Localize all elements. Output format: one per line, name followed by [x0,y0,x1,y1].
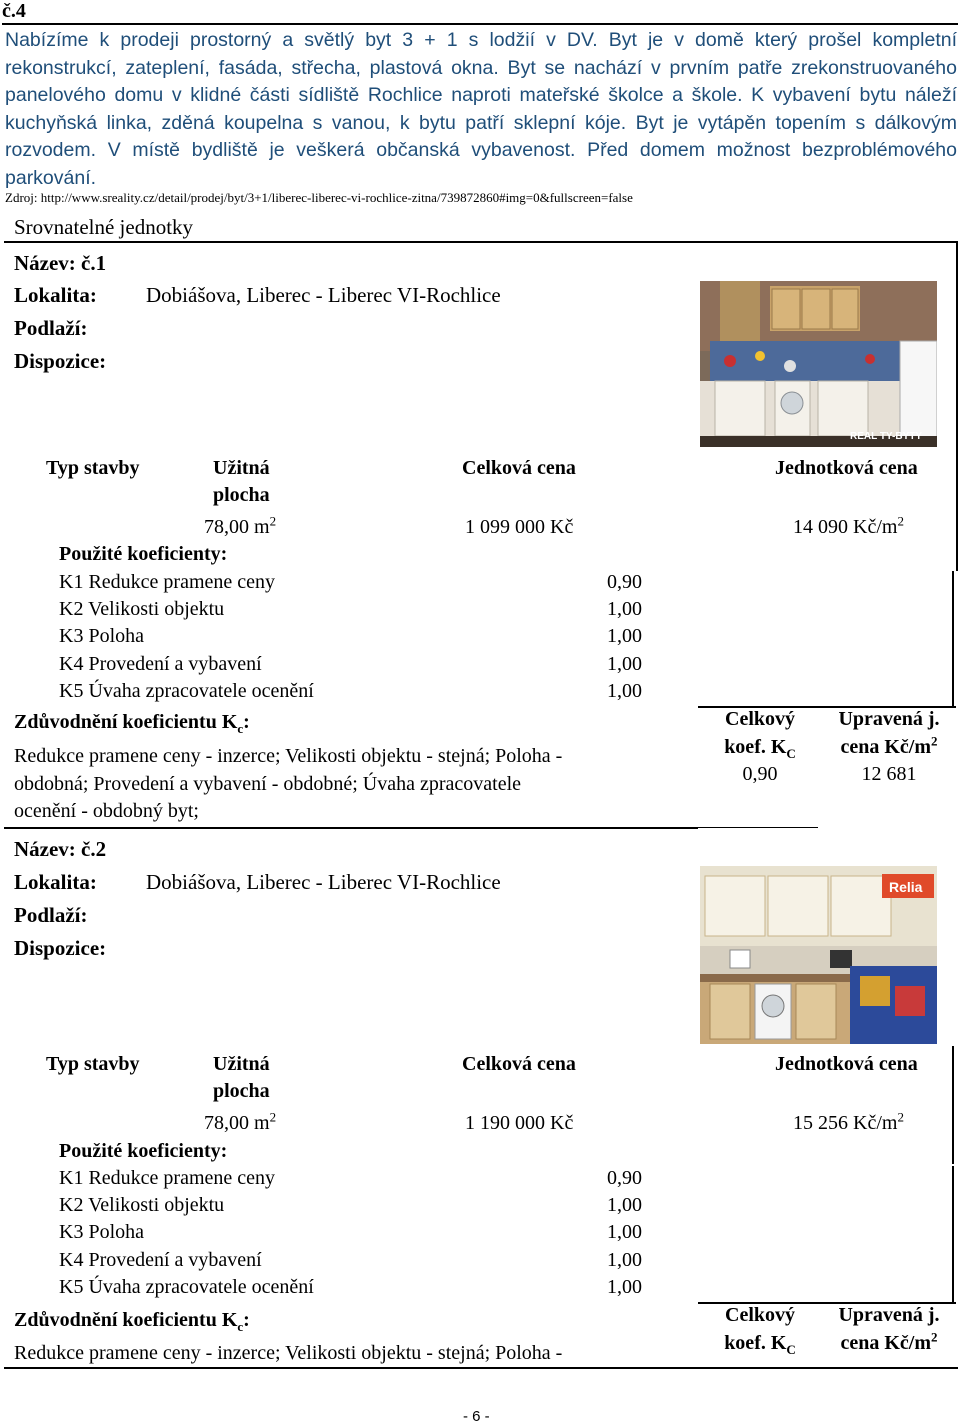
unit1-photo [700,281,937,447]
unit1-total-koef-label-1: Celkový [725,708,795,730]
unit1-bottom-border [4,827,698,829]
unit1-k5-value: 1,00 [607,680,642,702]
unit2-right-border [952,1046,954,1164]
unit2-right-border-2 [952,1166,954,1304]
unit2-justification-line-1: Redukce pramene ceny - inzerce; Velikosti objektu - stejná; Poloha - [14,1342,563,1364]
unit1-layout-label: Dispozice: [14,349,107,373]
unit1-right-border [956,241,958,571]
unit1-total-koef-value: 0,90 [742,763,778,785]
unit2-coefficients-label: Použité koeficienty: [59,1140,228,1162]
unit1-k2-name: K2 Velikosti objektu [59,598,225,620]
unit2-adjusted-label-2: cena $Kč/m^2$ [840,1329,938,1354]
unit2-k1-value: 0,90 [607,1167,642,1189]
description: Nabízíme k prodeji prostorný a světlý byt 3 + 1 s lodžií v DV. Byt je v domě který prošel kompletní rekonstrukcí, zateplení, fasáda, střecha, plastová okna. Byt se nachází v prvním patře zrekonstruovaného panelového domu v klidné části sídliště Rochlice naproti mateřské školce a škole. K vybavení bytu náleží kuchyňská linka, zděná koupelna s vanou, k bytu patří sklepní kóje. Byt je vytápěn topením s dálkovým rozvodem. V místě bydliště je veškerá občanská vybavenost. Před domem možnost bezproblémového parkování. [5,29,957,189]
unit1-justification-line-1: Redukce pramene ceny - inzerce; Velikosti objektu - stejná; Poloha - [14,745,563,767]
unit2-unit-price-value: 15 256 $Kč/m^2$ [793,1109,904,1134]
unit1-k3-name: K3 Poloha [59,625,144,647]
unit1-locality-value: Dobiášova, Liberec - Liberec VI-Rochlice [146,283,501,307]
comparables-heading: Srovnatelné jednotky [14,215,194,239]
unit2-k3-name: K3 Poloha [59,1221,144,1243]
unit2-k5-value: 1,00 [607,1276,642,1298]
unit1-k4-name: K4 Provedení a vybavení [59,653,262,675]
unit1-k3-value: 1,00 [607,625,642,647]
unit1-justification-label: Zdůvodnění koeficientu $K_c$: [14,711,250,736]
unit2-adjusted-label-1: Upravená j. [838,1304,940,1326]
unit2-locality-value: Dobiášova, Liberec - Liberec VI-Rochlice [146,870,501,894]
unit1-area-value: 78,00 $m^2$ [204,513,277,538]
unit1-justification-line-2: obdobná; Provedení a vybavení - obdobné; Úvaha zpracovatele [14,773,522,795]
unit1-col-type: Typ stavby [46,457,140,479]
unit1-k2-value: 1,00 [607,598,642,620]
unit1-col-area-1: Užitná [213,457,270,479]
unit2-total-koef-label-1: Celkový [725,1304,795,1326]
unit1-name: Název: č.1 [14,251,107,275]
unit2-col-unit-price: Jednotková cena [775,1053,918,1075]
section-divider [2,23,958,25]
unit2-k2-value: 1,00 [607,1194,642,1216]
source-link[interactable]: Zdroj: http://www.sreality.cz/detail/prodej/byt/3+1/liberec-liberec-vi-rochlice-zitna/739872860#img=0&fullscreen=false [5,190,633,205]
unit1-k5-name: K5 Úvaha zpracovatele ocenění [59,680,314,702]
unit1-k1-value: 0,90 [607,571,642,593]
unit1-total-price-value: 1 099 000 Kč [465,516,574,538]
unit2-k1-name: K1 Redukce pramene ceny [59,1167,276,1189]
page-number: - 6 - [463,1408,490,1425]
unit1-col-total-price: Celková cena [462,457,576,479]
unit1-col-unit-price: Jednotková cena [775,457,918,479]
unit2-locality-label: Lokalita: [14,870,97,894]
unit2-layout-label: Dispozice: [14,936,107,960]
section-title: č.4 [2,0,26,22]
unit2-col-type: Typ stavby [46,1053,140,1075]
unit2-area-value: 78,00 $m^2$ [204,1109,277,1134]
unit1-unit-price-value: 14 090 $Kč/m^2$ [793,513,904,538]
unit2-total-price-value: 1 190 000 Kč [465,1112,574,1134]
unit1-photo-watermark: REAL TY-BYTY [850,431,923,442]
unit1-k1-name: K1 Redukce pramene ceny [59,571,276,593]
unit2-col-total-price: Celková cena [462,1053,576,1075]
unit1-adjusted-value: 12 681 [861,763,917,785]
unit2-col-area-1: Užitná [213,1053,270,1075]
unit2-bottom-border [4,1367,958,1369]
unit1-top-border [4,241,958,243]
unit2-photo [700,866,937,1044]
unit1-floor-label: Podlaží: [14,316,88,340]
unit1-total-koef-label-2: koef. $K_C$ [724,736,796,761]
unit2-k5-name: K5 Úvaha zpracovatele ocenění [59,1276,314,1298]
unit2-k2-name: K2 Velikosti objektu [59,1194,225,1216]
unit2-k3-value: 1,00 [607,1221,642,1243]
unit2-k4-value: 1,00 [607,1249,642,1271]
unit2-name: Název: č.2 [14,837,107,861]
unit1-adjusted-label-1: Upravená j. [838,708,940,730]
unit1-adjusted-label-2: cena $Kč/m^2$ [840,733,938,758]
unit1-coefficients-label: Použité koeficienty: [59,543,228,565]
unit2-photo-watermark: Relia [889,879,923,895]
unit2-floor-label: Podlaží: [14,903,88,927]
unit1-right-border-2 [952,571,954,707]
unit2-total-koef-label-2: koef. $K_C$ [724,1332,796,1357]
unit1-col-area-2: plocha [213,484,270,506]
unit1-k4-value: 1,00 [607,653,642,675]
unit2-justification-label: Zdůvodnění koeficientu $K_c$: [14,1309,250,1334]
unit1-locality-label: Lokalita: [14,283,97,307]
unit2-k4-name: K4 Provedení a vybavení [59,1249,262,1271]
unit1-bottom-border-2 [698,827,818,828]
unit1-justification-line-3: ocenění - obdobný byt; [14,800,199,822]
unit2-col-area-2: plocha [213,1080,270,1102]
